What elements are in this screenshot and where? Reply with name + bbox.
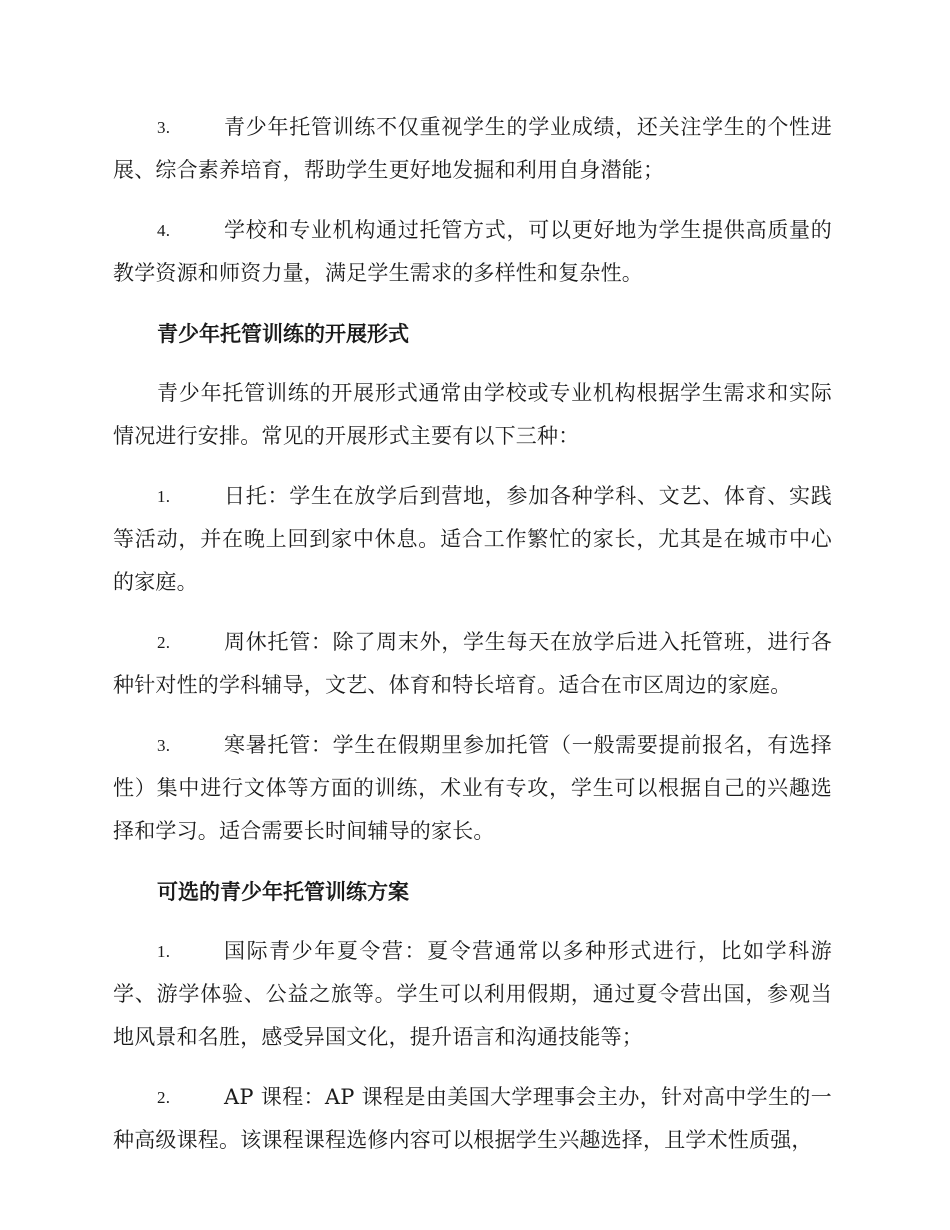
list-item-text: 周休托管：除了周末外，学生每天在放学后进入托管班，进行各种针对性的学科辅导，文艺、体育和特长培育。适合在市区周边的家庭。 bbox=[113, 630, 832, 697]
list-item bbox=[113, 621, 832, 707]
list-number: 3. bbox=[157, 736, 171, 755]
list-item bbox=[113, 209, 832, 295]
section-heading-plans: 可选的青少年托管训练方案 bbox=[157, 879, 409, 904]
list-number: 3. bbox=[157, 118, 171, 137]
list-number: 2. bbox=[157, 633, 171, 652]
list-item bbox=[113, 106, 832, 192]
list-item-text: AP 课程：AP 课程是由美国大学理事会主办，针对高中学生的一种高级课程。该课程课程选修内容可以根据学生兴趣选择，且学术性质强， bbox=[113, 1085, 832, 1152]
section-heading-forms: 青少年托管训练的开展形式 bbox=[157, 321, 409, 346]
list-number: 1. bbox=[157, 942, 171, 961]
list-number: 1. bbox=[157, 487, 171, 506]
list-item bbox=[113, 930, 832, 1059]
list-item bbox=[113, 475, 832, 604]
list-number: 2. bbox=[157, 1088, 171, 1107]
list-item-text: 青少年托管训练不仅重视学生的学业成绩，还关注学生的个性进展、综合素养培育，帮助学生更好地发掘和利用自身潜能； bbox=[113, 115, 832, 182]
list-item-text: 寒暑托管：学生在假期里参加托管（一般需要提前报名，有选择性）集中进行文体等方面的训练，术业有专攻，学生可以根据自己的兴趣选择和学习。适合需要长时间辅导的家长。 bbox=[113, 733, 832, 843]
list-number: 4. bbox=[157, 221, 171, 240]
list-item-text: 日托：学生在放学后到营地，参加各种学科、文艺、体育、实践等活动，并在晚上回到家中休息。适合工作繁忙的家长，尤其是在城市中心的家庭。 bbox=[113, 484, 832, 594]
list-item bbox=[113, 724, 832, 853]
list-item-text: 国际青少年夏令营：夏令营通常以多种形式进行，比如学科游学、游学体验、公益之旅等。学生可以利用假期，通过夏令营出国，参观当地风景和名胜，感受异国文化，提升语言和沟通技能等； bbox=[113, 939, 832, 1049]
forms-intro-paragraph: 青少年托管训练的开展形式通常由学校或专业机构根据学生需求和实际情况进行安排。常见的开展形式主要有以下三种： bbox=[113, 381, 832, 448]
list-item-text: 学校和专业机构通过托管方式，可以更好地为学生提供高质量的教学资源和师资力量，满足学生需求的多样性和复杂性。 bbox=[113, 218, 832, 285]
list-item bbox=[113, 1076, 832, 1162]
